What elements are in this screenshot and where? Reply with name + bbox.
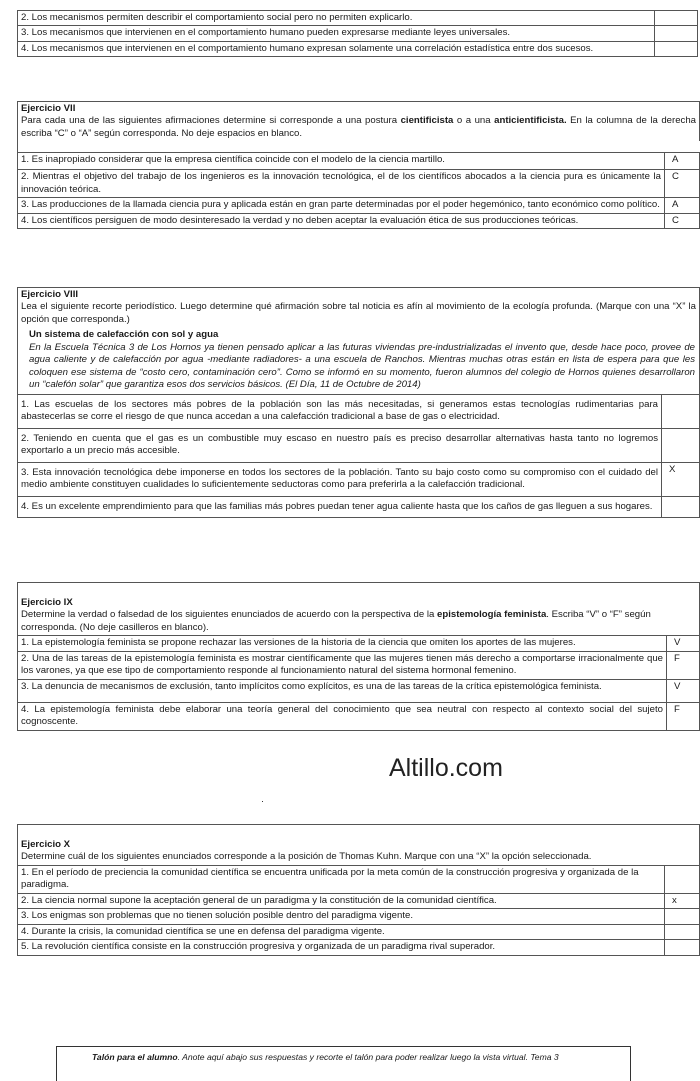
statement-text: 2. Mientras el objetivo del trabajo de los ingenieros es la innovación tecnológica, el de los científicos abocados a la ciencia pura es únicamente la innovación teórica. — [18, 170, 665, 198]
top-question-table — [17, 10, 698, 57]
answer-box[interactable] — [665, 940, 700, 955]
answer-box[interactable] — [662, 496, 700, 517]
news-title: Un sistema de calefacción con sol y agua — [29, 329, 219, 341]
answer-box[interactable]: V — [667, 679, 700, 702]
exercise-9 — [17, 582, 700, 731]
statement-text: 2. Teniendo en cuenta que el gas es un combustible muy escaso en nuestro país es preciso desarrollar alternativas hasta tanto no logremos exportarlo a un precio más accesible. — [18, 428, 662, 462]
exercise-instructions: Para cada una de las siguientes afirmaciones determine si corresponde a una postura cientificista o a una anticientificista. En la columna de la derecha escriba “C” o “A” según corresponda. No deje espacios en blanco. — [21, 115, 697, 139]
statement-text: 1. Es inapropiado considerar que la empresa científica coincide con el modelo de la ciencia martillo. — [18, 153, 665, 170]
table-row — [18, 153, 700, 170]
table-row — [18, 198, 700, 213]
statement-text: 1. En el período de preciencia la comunidad científica se encuentra unificada por la meta común de la construcción progresiva y organizada de la paradigma. — [18, 865, 665, 893]
table-row — [18, 636, 700, 651]
answer-box[interactable]: A — [665, 198, 700, 213]
table-row — [18, 893, 700, 908]
table-row — [18, 26, 698, 41]
exercise-7 — [17, 101, 700, 229]
answer-box[interactable]: F — [667, 651, 700, 679]
exercise-8 — [17, 287, 700, 518]
answer-box[interactable] — [665, 924, 700, 939]
table-row — [18, 213, 700, 228]
statement-text: 2. Los mecanismos permiten describir el comportamiento social pero no permiten explicarlo. — [18, 11, 655, 26]
statement-text: 5. La revolución científica consiste en la construcción progresiva y organizada de un paradigma rival superador. — [18, 940, 665, 955]
answer-box[interactable]: C — [665, 213, 700, 228]
statement-text: 1. La epistemología feminista se propone rechazar las versiones de la historia de la ciencia que omiten los aportes de las mujeres. — [18, 636, 667, 651]
answer-box[interactable]: x — [665, 893, 700, 908]
exercise-title: Ejercicio IX — [21, 597, 73, 608]
statement-text: 3. La denuncia de mecanismos de exclusión, tanto implícitos como explícitos, es una de las tareas de la crítica epistemológica feminista. — [18, 679, 667, 702]
statement-text: 4. Durante la crisis, la comunidad científica se une en defensa del paradigma vigente. — [18, 924, 665, 939]
statement-text: 4. Los científicos persiguen de modo desinteresado la verdad y no deben aceptar la evaluación ética de sus producciones teóricas. — [18, 213, 665, 228]
statement-text: 4. La epistemología feminista debe elaborar una teoría general del conocimiento que sea neutral con respecto al contexto social del sujeto cognoscente. — [18, 702, 667, 730]
answer-box[interactable]: V — [667, 636, 700, 651]
statement-text: 3. Los mecanismos que intervienen en el comportamiento humano pueden expresarse mediante leyes universales. — [18, 26, 655, 41]
exercise-instructions: Determine la verdad o falsedad de los siguientes enunciados de acuerdo con la perspectiva de la epistemología feminista. Escriba “V” o “F” según corresponda. (No deje casilleros en blanco). — [21, 609, 651, 633]
table-row — [18, 170, 700, 198]
news-clipping — [17, 327, 700, 393]
answer-box[interactable]: X — [662, 462, 700, 496]
exercise-title: Ejercicio VII — [21, 103, 76, 114]
statement-text: 3. Esta innovación tecnológica debe imponerse en todos los sectores de la población. Tanto su bajo costo como su compromiso con el cuidado del medio ambiente constituyen cualidades lo suficientemente seductoras como para preferirla a la calefacción tradicional. — [18, 462, 662, 496]
answer-box[interactable] — [662, 428, 700, 462]
exercise-instructions: Lea el siguiente recorte periodístico. Luego determine qué afirmación sobre tal noticia es afín al movimiento de la ecología profunda. (Marque con una “X” la opción que corresponda.) — [21, 301, 696, 325]
statement-text: 4. Es un excelente emprendimiento para que las familias más pobres puedan tener agua caliente hasta que los caños de gas lleguen a sus hogares. — [18, 496, 662, 517]
exercise-10 — [17, 824, 700, 956]
answer-box[interactable] — [655, 11, 698, 26]
student-stub — [56, 1046, 631, 1081]
exercise-title: Ejercicio VIII — [21, 289, 79, 300]
stub-instructions: . Anote aquí abajo sus respuestas y recorte el talón para poder realizar luego la vista virtual. Tema 3 — [177, 1052, 559, 1062]
exercise-header — [17, 582, 700, 635]
answer-box[interactable]: C — [665, 170, 700, 198]
site-watermark: Altillo.com — [389, 754, 503, 782]
statement-text: 3. Las producciones de la llamada ciencia pura y aplicada están en gran parte determinadas por el poder hegemónico, tanto económico como político. — [18, 198, 665, 213]
exercise-instructions: Determine cuál de los siguientes enunciados corresponde a la posición de Thomas Kuhn. Marque con una “X” la opción seleccionada. — [21, 851, 592, 863]
exercise-title: Ejercicio X — [21, 839, 71, 850]
news-body: En la Escuela Técnica 3 de Los Hornos ya tienen pensado aplicar a las futuras viviendas pre-industrializadas el invento que, desde hace poco, provee de agua caliente y de calefacción por agua -mediante radiadores- a una escuela de Ranchos. Mientras muchas otras están en lista de espera para que les coloquen ese sistema de “costo cero, contaminación cero”. Como se informó en su momento, fueron alumnos del colegio de Hornos quienes desarrollaron un “calefón solar” que garantiza esos dos servicios básicos. (El Día, 11 de Octubre de 2014) — [29, 341, 695, 391]
answer-box[interactable] — [655, 26, 698, 41]
table-row — [18, 679, 700, 702]
table-row — [18, 702, 700, 730]
answer-box[interactable] — [665, 909, 700, 924]
answer-box[interactable] — [665, 865, 700, 893]
answer-box[interactable] — [662, 394, 700, 428]
exercise-header — [17, 824, 700, 865]
statement-text: 3. Los enigmas son problemas que no tienen solución posible dentro del paradigma vigente. — [18, 909, 665, 924]
statement-text: 4. Los mecanismos que intervienen en el comportamiento humano expresan solamente una correlación estadística entre dos sucesos. — [18, 41, 655, 56]
statement-text: 2. La ciencia normal supone la aceptación general de un paradigma y la constitución de la comunidad científica. — [18, 893, 665, 908]
table-row — [18, 428, 700, 462]
table-row — [18, 924, 700, 939]
table-row — [18, 394, 700, 428]
table-row — [18, 909, 700, 924]
table-row — [18, 865, 700, 893]
stray-mark — [262, 801, 263, 802]
statement-text: 1. Las escuelas de los sectores más pobres de la población son las más necesitadas, si generamos estas tecnologías rudimentarias para abastecerlas se corre el riesgo de que nunca accedan a una calefacción tradicional a base de gas o electricidad. — [18, 394, 662, 428]
table-row — [18, 496, 700, 517]
answer-box[interactable] — [655, 41, 698, 56]
table-row — [18, 11, 698, 26]
answer-box[interactable]: A — [665, 153, 700, 170]
statement-text: 2. Una de las tareas de la epistemología feminista es mostrar científicamente que las mujeres tienen más derecho a comportarse irracionalmente que los varones, ya que ese tipo de comportamiento responde al funcionamiento natural del sistema hormonal femenino. — [18, 651, 667, 679]
stub-label: Talón para el alumno — [92, 1052, 178, 1062]
table-row — [18, 651, 700, 679]
exercise-header — [17, 287, 700, 327]
answer-box[interactable]: F — [667, 702, 700, 730]
table-row — [18, 41, 698, 56]
table-row — [18, 940, 700, 955]
table-row — [18, 462, 700, 496]
exercise-header — [17, 101, 700, 141]
